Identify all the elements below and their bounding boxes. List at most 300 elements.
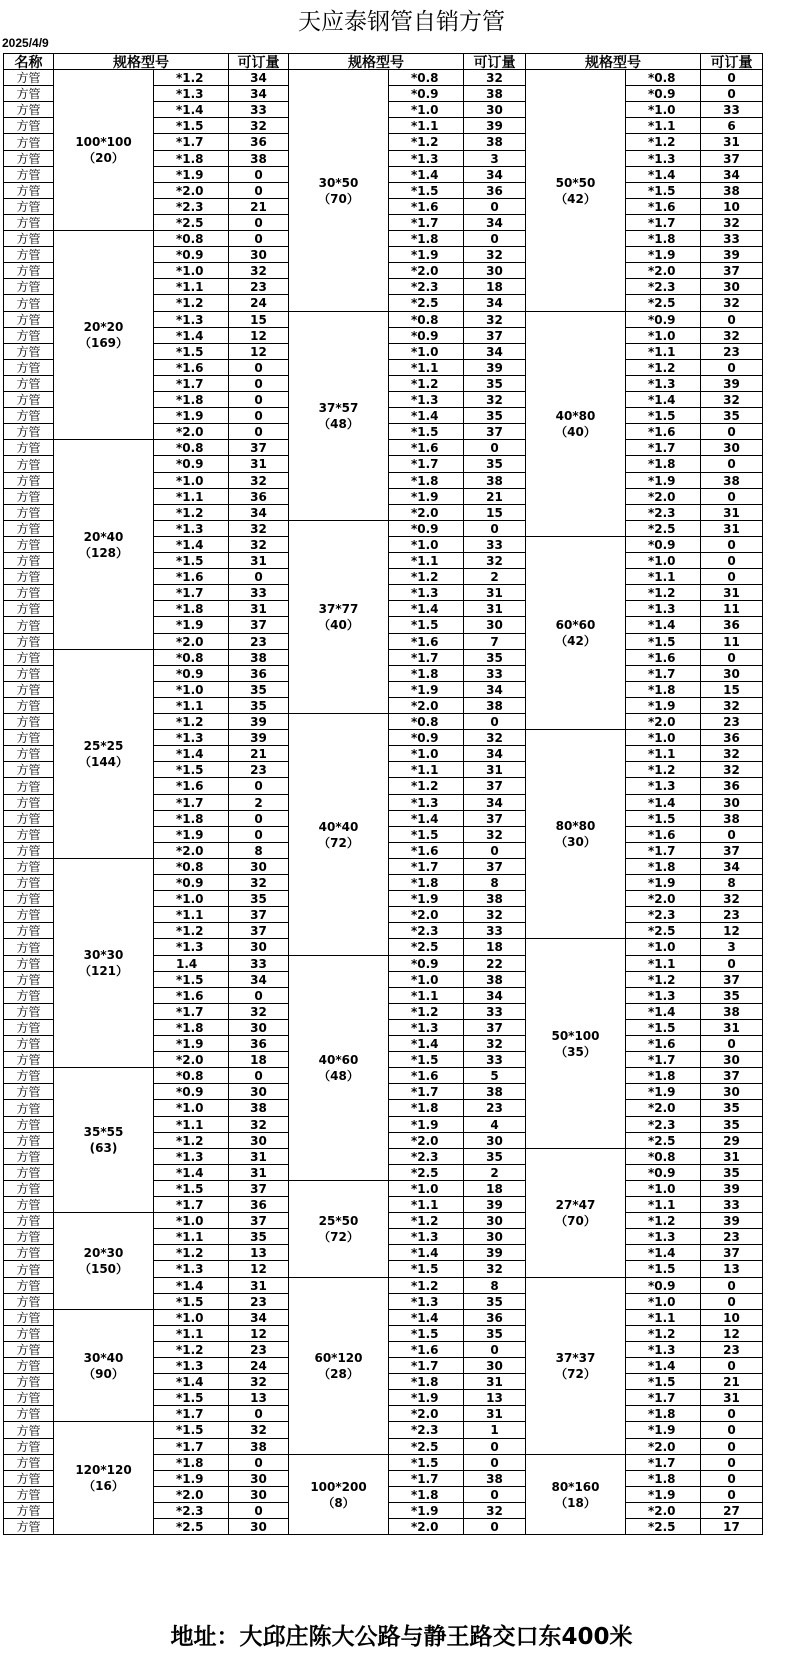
spec-cell: *1.3 — [626, 376, 701, 392]
spec-cell: *1.1 — [626, 1310, 701, 1326]
spec-cell: *1.5 — [389, 827, 464, 843]
group-count: （18） — [555, 1495, 596, 1510]
qty-cell: 34 — [229, 1310, 289, 1326]
spec-cell: *2.0 — [626, 1100, 701, 1117]
row-name: 方管 — [4, 1245, 54, 1261]
size-label: 35*55 — [83, 1125, 124, 1139]
size-label: 40*60 — [318, 1053, 359, 1067]
size-group — [526, 537, 626, 730]
qty-cell: 30 — [701, 440, 763, 456]
spec-cell: *1.8 — [154, 151, 229, 167]
row-name: 方管 — [4, 698, 54, 714]
spec-cell: *1.4 — [626, 617, 701, 634]
row-name: 方管 — [4, 585, 54, 601]
spec-cell: *0.9 — [154, 456, 229, 473]
qty-cell: 18 — [464, 939, 526, 956]
qty-cell: 15 — [229, 312, 289, 328]
row-name: 方管 — [4, 1310, 54, 1326]
spec-cell: *1.2 — [389, 1213, 464, 1229]
qty-cell: 30 — [229, 1020, 289, 1036]
spec-cell: *2.0 — [626, 1439, 701, 1455]
spec-cell: *1.1 — [626, 118, 701, 134]
qty-cell: 38 — [464, 134, 526, 151]
spec-cell: *0.8 — [154, 440, 229, 456]
qty-cell: 0 — [229, 811, 289, 827]
spec-cell: *1.8 — [154, 1020, 229, 1036]
qty-cell: 1 — [464, 1422, 526, 1439]
qty-cell: 22 — [464, 956, 526, 972]
row-name: 方管 — [4, 1278, 54, 1294]
qty-cell: 0 — [701, 456, 763, 473]
spec-cell: *1.5 — [154, 972, 229, 988]
qty-cell: 30 — [229, 1133, 289, 1149]
spec-cell: *1.0 — [154, 473, 229, 489]
header-name: 名称 — [4, 54, 54, 70]
spec-cell: *2.0 — [154, 1052, 229, 1068]
spec-cell: *1.0 — [154, 891, 229, 907]
spec-cell: *1.5 — [154, 1294, 229, 1310]
spec-cell: *1.8 — [389, 666, 464, 682]
size-label: 30*40 — [83, 1350, 124, 1365]
group-count: （72） — [318, 835, 359, 850]
qty-cell: 33 — [701, 1197, 763, 1213]
row-name: 方管 — [4, 263, 54, 279]
spec-cell: *1.7 — [154, 134, 229, 151]
spec-cell: *1.0 — [626, 553, 701, 569]
qty-cell: 32 — [229, 1422, 289, 1439]
group-count: （28） — [318, 1367, 359, 1381]
qty-cell: 34 — [464, 215, 526, 231]
spec-cell: *2.3 — [389, 923, 464, 939]
spec-cell: *1.1 — [626, 956, 701, 972]
row-name: 方管 — [4, 601, 54, 617]
qty-cell: 38 — [701, 473, 763, 489]
spec-cell: *1.2 — [389, 569, 464, 585]
row-name: 方管 — [4, 875, 54, 891]
size-label: 30*30 — [83, 948, 124, 962]
qty-cell: 23 — [701, 1342, 763, 1358]
qty-cell: 39 — [701, 1181, 763, 1197]
qty-cell: 32 — [701, 762, 763, 778]
header-qty: 可订量 — [229, 54, 289, 70]
qty-cell: 8 — [229, 843, 289, 859]
size-group — [289, 1278, 389, 1455]
spec-cell: *2.0 — [389, 1406, 464, 1422]
spec-cell: *1.7 — [154, 585, 229, 601]
qty-cell: 0 — [229, 360, 289, 376]
qty-cell: 2 — [464, 569, 526, 585]
row-name: 方管 — [4, 1052, 54, 1068]
qty-cell: 35 — [464, 376, 526, 392]
spec-cell: *1.0 — [389, 344, 464, 360]
spec-cell: *1.5 — [626, 1374, 701, 1390]
spec-cell: *2.0 — [154, 424, 229, 440]
spec-cell: *1.0 — [389, 746, 464, 762]
qty-cell: 36 — [229, 134, 289, 151]
qty-cell: 31 — [229, 601, 289, 617]
spec-cell: *1.9 — [154, 827, 229, 843]
qty-cell: 38 — [464, 891, 526, 907]
qty-cell: 18 — [464, 279, 526, 295]
spec-cell: *2.0 — [154, 1487, 229, 1503]
qty-cell: 0 — [229, 1406, 289, 1422]
spec-cell: *1.4 — [154, 1165, 229, 1181]
spec-cell: *1.6 — [154, 988, 229, 1004]
row-name: 方管 — [4, 1422, 54, 1439]
spec-cell: *1.0 — [626, 1181, 701, 1197]
qty-cell: 34 — [229, 86, 289, 102]
spec-cell: *1.3 — [154, 1358, 229, 1374]
qty-cell: 32 — [701, 328, 763, 344]
qty-cell: 37 — [464, 811, 526, 827]
qty-cell: 35 — [229, 891, 289, 907]
row-name: 方管 — [4, 1229, 54, 1245]
row-name: 方管 — [4, 344, 54, 360]
size-label: 20*30 — [83, 1246, 124, 1260]
spec-cell: *1.2 — [389, 1004, 464, 1020]
row-name: 方管 — [4, 1358, 54, 1374]
qty-cell: 10 — [701, 199, 763, 215]
spec-cell: *1.9 — [626, 1084, 701, 1100]
qty-cell: 37 — [229, 440, 289, 456]
spec-cell: *1.3 — [389, 585, 464, 601]
spec-cell: *1.9 — [389, 489, 464, 505]
group-count: （8） — [322, 1495, 355, 1510]
qty-cell: 36 — [701, 730, 763, 746]
spec-cell: *1.2 — [626, 762, 701, 778]
spec-cell: *1.7 — [626, 666, 701, 682]
row-name: 方管 — [4, 762, 54, 778]
spec-cell: *1.6 — [389, 199, 464, 215]
group-count: （169） — [78, 336, 129, 350]
spec-cell: *1.2 — [154, 505, 229, 521]
qty-cell: 38 — [464, 1471, 526, 1487]
spec-cell: *0.9 — [389, 86, 464, 102]
qty-cell: 32 — [229, 263, 289, 279]
group-count: （16） — [83, 1479, 124, 1493]
qty-cell: 0 — [464, 199, 526, 215]
qty-cell: 38 — [464, 473, 526, 489]
qty-cell: 31 — [229, 553, 289, 569]
spec-cell: *1.7 — [389, 859, 464, 875]
qty-cell: 38 — [464, 972, 526, 988]
row-name: 方管 — [4, 473, 54, 489]
spec-cell: *1.2 — [154, 1245, 229, 1261]
qty-cell: 32 — [229, 473, 289, 489]
spec-cell: *2.0 — [154, 183, 229, 199]
qty-cell: 30 — [701, 666, 763, 682]
spec-cell: *1.9 — [154, 1471, 229, 1487]
qty-cell: 15 — [464, 505, 526, 521]
spec-cell: *1.4 — [154, 537, 229, 553]
qty-cell: 33 — [229, 956, 289, 972]
size-group — [526, 70, 626, 312]
qty-cell: 0 — [701, 553, 763, 569]
qty-cell: 38 — [229, 650, 289, 666]
row-name: 方管 — [4, 1294, 54, 1310]
qty-cell: 36 — [229, 1197, 289, 1213]
spec-cell: *2.0 — [389, 907, 464, 923]
qty-cell: 0 — [464, 714, 526, 730]
spec-cell: *2.0 — [154, 634, 229, 650]
spec-cell: *1.7 — [154, 1439, 229, 1455]
row-name: 方管 — [4, 537, 54, 553]
header-qty: 可订量 — [701, 54, 763, 70]
spec-cell: *1.4 — [626, 795, 701, 811]
spec-cell: *1.2 — [626, 1326, 701, 1342]
row-name: 方管 — [4, 408, 54, 424]
spec-cell: *1.1 — [389, 360, 464, 376]
spec-cell: *1.6 — [389, 1068, 464, 1084]
qty-cell: 32 — [701, 698, 763, 714]
qty-cell: 3 — [701, 939, 763, 956]
spec-cell: 1.4 — [154, 956, 229, 972]
spec-cell: *2.0 — [626, 714, 701, 730]
spec-cell: *1.9 — [154, 617, 229, 634]
spec-cell: *1.3 — [626, 601, 701, 617]
qty-cell: 37 — [464, 778, 526, 795]
qty-cell: 35 — [701, 988, 763, 1004]
spec-cell: *1.0 — [626, 730, 701, 746]
qty-cell: 32 — [701, 295, 763, 312]
spec-cell: *1.2 — [389, 134, 464, 151]
row-name: 方管 — [4, 1068, 54, 1084]
qty-cell: 30 — [464, 1133, 526, 1149]
qty-cell: 30 — [229, 247, 289, 263]
spec-cell: *1.7 — [389, 456, 464, 473]
qty-cell: 30 — [229, 1471, 289, 1487]
qty-cell: 2 — [464, 1165, 526, 1181]
group-count: （144） — [78, 755, 129, 769]
size-group — [54, 440, 154, 650]
spec-cell: *1.3 — [626, 1342, 701, 1358]
spec-cell: *0.8 — [154, 231, 229, 247]
row-name: 方管 — [4, 1020, 54, 1036]
qty-cell: 33 — [464, 1004, 526, 1020]
qty-cell: 32 — [229, 118, 289, 134]
row-name: 方管 — [4, 167, 54, 183]
header-spec: 规格型号 — [289, 54, 464, 70]
spec-cell: *1.3 — [154, 312, 229, 328]
spec-cell: *1.3 — [389, 392, 464, 408]
size-group — [289, 312, 389, 521]
qty-cell: 34 — [701, 859, 763, 875]
qty-cell: 30 — [229, 1487, 289, 1503]
qty-cell: 32 — [464, 1503, 526, 1519]
qty-cell: 35 — [701, 1165, 763, 1181]
row-name: 方管 — [4, 279, 54, 295]
spec-cell: *1.0 — [626, 328, 701, 344]
qty-cell: 31 — [229, 456, 289, 473]
spec-cell: *1.8 — [626, 1068, 701, 1084]
spec-cell: *1.7 — [626, 1390, 701, 1406]
size-group — [289, 956, 389, 1181]
qty-cell: 0 — [229, 231, 289, 247]
qty-cell: 38 — [464, 86, 526, 102]
spec-cell: *1.2 — [389, 778, 464, 795]
spec-cell: *1.8 — [389, 1100, 464, 1117]
row-name: 方管 — [4, 1342, 54, 1358]
row-name: 方管 — [4, 247, 54, 263]
qty-cell: 38 — [229, 1100, 289, 1117]
spec-cell: *1.6 — [154, 778, 229, 795]
spec-cell: *1.4 — [389, 167, 464, 183]
qty-cell: 31 — [701, 134, 763, 151]
row-name: 方管 — [4, 778, 54, 795]
qty-cell: 0 — [464, 1342, 526, 1358]
row-name: 方管 — [4, 376, 54, 392]
size-label: 20*40 — [83, 529, 124, 544]
row-name: 方管 — [4, 440, 54, 456]
size-group — [54, 650, 154, 859]
qty-cell: 12 — [229, 1326, 289, 1342]
qty-cell: 0 — [229, 424, 289, 440]
spec-cell: *1.7 — [389, 215, 464, 231]
size-group — [289, 70, 389, 312]
qty-cell: 32 — [464, 247, 526, 263]
spec-cell: *1.7 — [154, 1004, 229, 1020]
spec-cell: *1.5 — [626, 1261, 701, 1278]
qty-cell: 0 — [701, 827, 763, 843]
spec-cell: *0.9 — [626, 312, 701, 328]
qty-cell: 0 — [701, 1455, 763, 1471]
qty-cell: 0 — [229, 569, 289, 585]
group-count: （40） — [555, 425, 596, 439]
qty-cell: 34 — [464, 344, 526, 360]
qty-cell: 32 — [229, 1374, 289, 1390]
qty-cell: 32 — [464, 312, 526, 328]
qty-cell: 39 — [701, 1213, 763, 1229]
spec-cell: *1.3 — [389, 1294, 464, 1310]
row-name: 方管 — [4, 553, 54, 569]
spec-cell: *1.8 — [154, 601, 229, 617]
spec-cell: *1.8 — [626, 231, 701, 247]
group-count: （72） — [555, 1367, 596, 1381]
qty-cell: 30 — [229, 1084, 289, 1100]
group-count: （70） — [555, 1214, 596, 1228]
row-name: 方管 — [4, 617, 54, 634]
spec-cell: *1.0 — [626, 1294, 701, 1310]
size-label: 20*20 — [83, 320, 124, 334]
size-label: 40*40 — [318, 819, 359, 834]
group-count: （42） — [555, 191, 596, 206]
qty-cell: 30 — [464, 102, 526, 118]
row-name: 方管 — [4, 392, 54, 408]
spec-cell: *1.0 — [626, 939, 701, 956]
spec-cell: *1.5 — [154, 1390, 229, 1406]
spec-cell: *2.5 — [389, 1439, 464, 1455]
spec-cell: *2.3 — [626, 505, 701, 521]
qty-cell: 34 — [464, 988, 526, 1004]
spec-cell: *1.8 — [389, 875, 464, 891]
qty-cell: 39 — [229, 730, 289, 746]
qty-cell: 21 — [464, 489, 526, 505]
spec-cell: *1.6 — [626, 424, 701, 440]
date-label: 2025/4/9 — [2, 36, 49, 50]
spec-cell: *1.5 — [626, 408, 701, 424]
size-label: 37*37 — [555, 1351, 596, 1365]
qty-cell: 23 — [701, 344, 763, 360]
spec-cell: *1.8 — [154, 1455, 229, 1471]
qty-cell: 0 — [701, 489, 763, 505]
qty-cell: 31 — [701, 585, 763, 601]
qty-cell: 30 — [464, 1358, 526, 1374]
qty-cell: 35 — [464, 456, 526, 473]
row-name: 方管 — [4, 650, 54, 666]
qty-cell: 18 — [464, 1181, 526, 1197]
qty-cell: 32 — [229, 875, 289, 891]
size-group — [54, 859, 154, 1068]
qty-cell: 0 — [464, 1455, 526, 1471]
qty-cell: 37 — [701, 1068, 763, 1084]
spec-cell: *1.4 — [626, 392, 701, 408]
qty-cell: 38 — [229, 151, 289, 167]
spec-cell: *2.0 — [626, 489, 701, 505]
row-name: 方管 — [4, 489, 54, 505]
qty-cell: 0 — [701, 1471, 763, 1487]
qty-cell: 11 — [701, 634, 763, 650]
qty-cell: 13 — [229, 1390, 289, 1406]
qty-cell: 32 — [464, 1036, 526, 1052]
qty-cell: 0 — [701, 312, 763, 328]
spec-cell: *1.5 — [154, 344, 229, 360]
qty-cell: 32 — [464, 70, 526, 86]
spec-cell: *1.8 — [626, 456, 701, 473]
size-group — [54, 1310, 154, 1422]
row-name: 方管 — [4, 86, 54, 102]
qty-cell: 2 — [229, 795, 289, 811]
qty-cell: 7 — [464, 634, 526, 650]
qty-cell: 21 — [701, 1374, 763, 1390]
qty-cell: 31 — [464, 1374, 526, 1390]
qty-cell: 38 — [464, 1084, 526, 1100]
qty-cell: 11 — [701, 601, 763, 617]
spec-cell: *1.1 — [154, 1117, 229, 1133]
qty-cell: 31 — [701, 1390, 763, 1406]
size-group — [289, 714, 389, 956]
qty-cell: 35 — [701, 408, 763, 424]
spec-cell: *1.4 — [389, 601, 464, 617]
spec-cell: *0.9 — [626, 1165, 701, 1181]
group-count: （128） — [78, 545, 129, 560]
size-label: 37*57 — [318, 401, 359, 415]
row-name: 方管 — [4, 1036, 54, 1052]
qty-cell: 0 — [701, 1487, 763, 1503]
row-name: 方管 — [4, 714, 54, 730]
qty-cell: 38 — [464, 698, 526, 714]
size-label: 25*25 — [83, 739, 124, 753]
qty-cell: 12 — [701, 923, 763, 939]
group-count: （90） — [83, 1366, 124, 1381]
page-title: 天应泰钢管自销方管 — [298, 9, 505, 35]
spec-cell: *1.9 — [389, 1503, 464, 1519]
size-label: 60*60 — [555, 618, 596, 632]
spec-cell: *1.3 — [154, 939, 229, 956]
spec-cell: *1.5 — [389, 1455, 464, 1471]
qty-cell: 37 — [701, 151, 763, 167]
qty-cell: 0 — [701, 70, 763, 86]
row-name: 方管 — [4, 215, 54, 231]
size-label: 30*50 — [318, 175, 359, 190]
qty-cell: 31 — [701, 1020, 763, 1036]
size-group — [526, 1455, 626, 1535]
row-name: 方管 — [4, 231, 54, 247]
qty-cell: 34 — [464, 746, 526, 762]
qty-cell: 33 — [701, 102, 763, 118]
qty-cell: 37 — [464, 328, 526, 344]
spec-cell: *1.8 — [389, 1374, 464, 1390]
qty-cell: 34 — [464, 682, 526, 698]
